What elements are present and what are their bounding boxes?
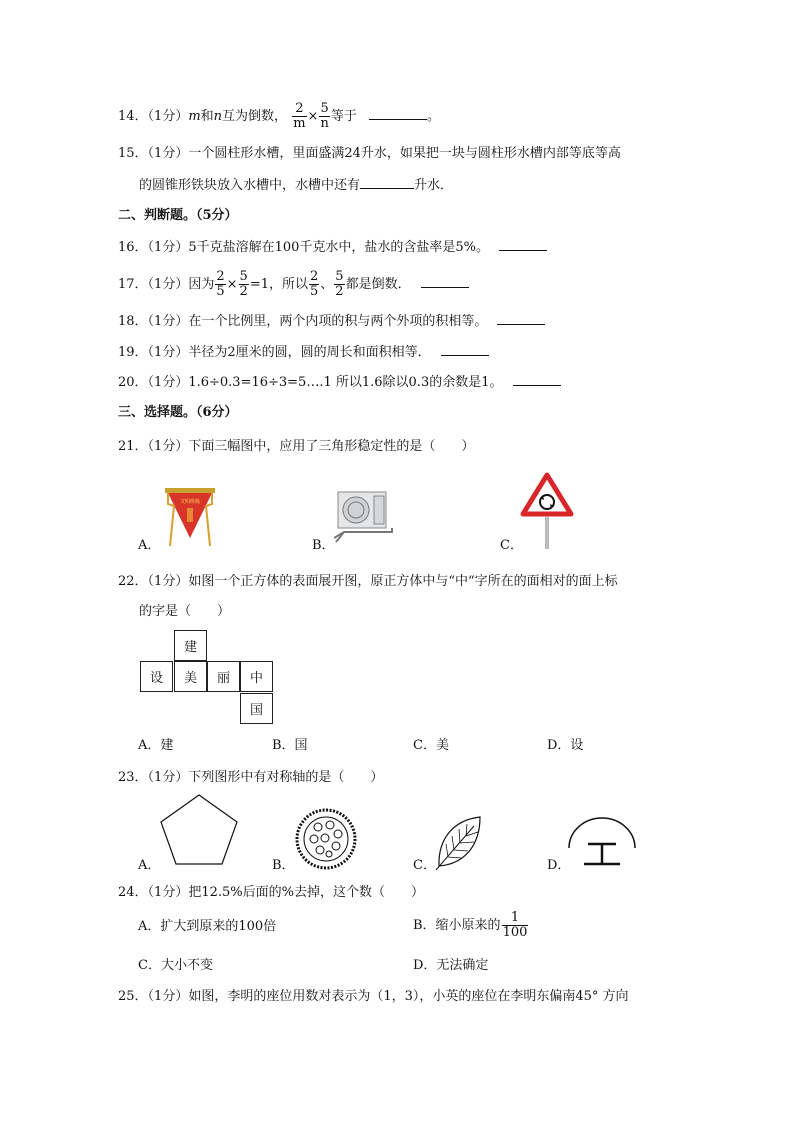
- question-18: [118, 312, 545, 332]
- arch-symbol-image: [566, 816, 638, 870]
- q-number: 21．: [118, 439, 148, 454]
- q-text: 5千克盐溶解在100千克水中，盐水的含盐率是5%。: [188, 240, 490, 255]
- option-b-label[interactable]: B．: [312, 538, 335, 553]
- q-text: 、: [320, 277, 334, 292]
- question-17: [118, 270, 469, 299]
- option-d[interactable]: D．设: [547, 738, 584, 753]
- q-score: （1分）: [147, 574, 189, 589]
- answer-blank[interactable]: [497, 312, 545, 325]
- q-text: 都是倒数．: [345, 277, 411, 292]
- fraction: $\frac{5}{2}$: [335, 269, 344, 299]
- q-score: （1分）: [147, 146, 189, 161]
- net-cell-li: 丽: [207, 661, 240, 692]
- answer-blank[interactable]: [441, 343, 489, 356]
- question-15: [118, 144, 621, 164]
- q-score: （1分）: [147, 375, 189, 390]
- times-sign: ×: [226, 277, 238, 292]
- option-b[interactable]: [413, 911, 529, 940]
- net-cell-mei: 美: [174, 661, 207, 692]
- pentagon-shape: [161, 795, 237, 864]
- pennant-text: 文明班级: [179, 499, 201, 505]
- traffic-sign-image: [520, 472, 574, 550]
- option-c[interactable]: C．大小不变: [138, 958, 213, 973]
- q-number: 24．: [118, 885, 148, 900]
- q-text: 。: [426, 109, 440, 124]
- net-cell-guo: 国: [240, 693, 273, 724]
- option-c[interactable]: C．美: [413, 738, 449, 753]
- lotus-seedpod-image: [294, 808, 358, 870]
- air-conditioner-image: [334, 488, 396, 544]
- fraction: $\frac{1}{100}$: [502, 910, 528, 940]
- answer-blank[interactable]: [513, 373, 561, 386]
- q-number: 16．: [118, 240, 148, 255]
- answer-blank[interactable]: [421, 275, 469, 288]
- fraction: $\frac{2}{5}$: [309, 269, 319, 299]
- option-b-text: B．缩小原来的: [413, 918, 501, 933]
- q-score: （1分）: [147, 314, 189, 329]
- q-text: 下面三幅图中，应用了三角形稳定性的是（ ）: [188, 439, 475, 454]
- net-cell-she: 设: [140, 661, 173, 692]
- q-number: 20．: [118, 375, 148, 390]
- q-number: 25．: [118, 989, 148, 1004]
- option-a-label[interactable]: A．: [138, 538, 161, 553]
- times-sign: ×: [307, 109, 319, 124]
- q-text: 1.6÷0.3=16÷3=5….1 所以1.6除以0.3的余数是1。: [188, 375, 503, 390]
- answer-blank[interactable]: [499, 238, 547, 251]
- option-a[interactable]: A．扩大到原来的100倍: [138, 919, 277, 934]
- section-heading: 二、判断题。（5分）: [118, 208, 238, 223]
- question-21: [118, 437, 474, 457]
- q-number: 19．: [118, 345, 148, 360]
- q-score: （1分）: [147, 885, 189, 900]
- option-a-label[interactable]: A．: [138, 858, 161, 873]
- option-d-label[interactable]: D．: [547, 858, 571, 873]
- q-text: 和: [200, 109, 214, 124]
- pod-outer: [297, 810, 355, 868]
- q-score: （1分）: [147, 109, 189, 124]
- q-score: （1分）: [147, 277, 189, 292]
- question-22-line2: 的字是（ ）: [139, 604, 231, 619]
- q-text: 半径为2厘米的圆，圆的周长和面积相等．: [188, 345, 431, 360]
- q-number: 23．: [118, 770, 148, 785]
- question-23: [118, 768, 383, 788]
- q-text: 如图，李明的座位用数对表示为（1，3），小英的座位在李明东偏南45° 方向: [188, 989, 629, 1004]
- q-score: （1分）: [147, 770, 189, 785]
- q-text: 在一个比例里，两个内项的积与两个外项的积相等。: [188, 314, 488, 329]
- q-text: 因为: [188, 277, 215, 292]
- option-c-label[interactable]: C．: [413, 858, 436, 873]
- fraction: $\frac{2}{5}$: [216, 269, 225, 299]
- question-24: [118, 883, 424, 903]
- q-text: 下列图形中有对称轴的是（ ）: [188, 770, 384, 785]
- fraction: $\frac{5}{n}$: [320, 101, 329, 131]
- leaf-outline: [439, 817, 480, 866]
- leaf-image: [434, 814, 484, 872]
- q-text: 如图一个正方体的表面展开图，原正方体中与“中“字所在的面相对的面上标: [188, 574, 618, 589]
- option-b[interactable]: B．国: [272, 738, 308, 753]
- var-m: m: [188, 109, 201, 124]
- fraction: $\frac{2}{m}$: [293, 101, 306, 131]
- pennant-rod: [165, 488, 215, 493]
- q-score: （1分）: [147, 240, 189, 255]
- q-text: 升水．: [414, 178, 454, 193]
- q-text: 一个圆柱形水槽，里面盛满24升水，如果把一块与圆柱形水槽内部等底等高: [188, 146, 621, 161]
- q-score: （1分）: [147, 439, 189, 454]
- question-15-line2: [139, 176, 453, 196]
- fraction: $\frac{5}{2}$: [239, 269, 248, 299]
- answer-blank[interactable]: [369, 107, 427, 120]
- sign-pole: [545, 517, 549, 549]
- q-number: 22．: [118, 574, 148, 589]
- q-score: （1分）: [147, 345, 189, 360]
- pennant-image: [162, 486, 218, 548]
- option-b-label[interactable]: B．: [272, 858, 295, 873]
- pennant-decoration: [187, 508, 193, 522]
- q-number: 14．: [118, 109, 148, 124]
- answer-blank[interactable]: [360, 176, 414, 189]
- var-n: n: [213, 109, 223, 124]
- question-19: [118, 343, 489, 363]
- question-14: [118, 102, 440, 131]
- q-text: 的圆锥形铁块放入水槽中，水槽中还有: [139, 178, 361, 193]
- question-16: [118, 238, 547, 258]
- option-a[interactable]: A．建: [138, 738, 174, 753]
- q-text: 等于: [330, 109, 357, 124]
- net-cell-jian: 建: [174, 630, 207, 661]
- net-cell-zhong: 中: [240, 661, 273, 692]
- section-heading: 三、选择题。（6分）: [118, 405, 238, 420]
- q-score: （1分）: [147, 989, 189, 1004]
- question-25: [118, 987, 629, 1007]
- q-number: 17．: [118, 277, 148, 292]
- q-text: 把12.5%后面的%去掉，这个数（ ）: [188, 885, 424, 900]
- question-22: [118, 572, 618, 592]
- option-d[interactable]: D．无法确定: [413, 958, 489, 973]
- q-number: 18．: [118, 314, 148, 329]
- q-number: 15．: [118, 146, 148, 161]
- ac-side-panel: [374, 496, 384, 524]
- q-text: 互为倒数，: [222, 109, 288, 124]
- q-text: =1，所以: [249, 277, 308, 292]
- ac-fan-grille: [343, 497, 369, 523]
- question-20: [118, 373, 561, 393]
- option-c-label[interactable]: C．: [500, 538, 523, 553]
- pentagon-image: [158, 792, 240, 868]
